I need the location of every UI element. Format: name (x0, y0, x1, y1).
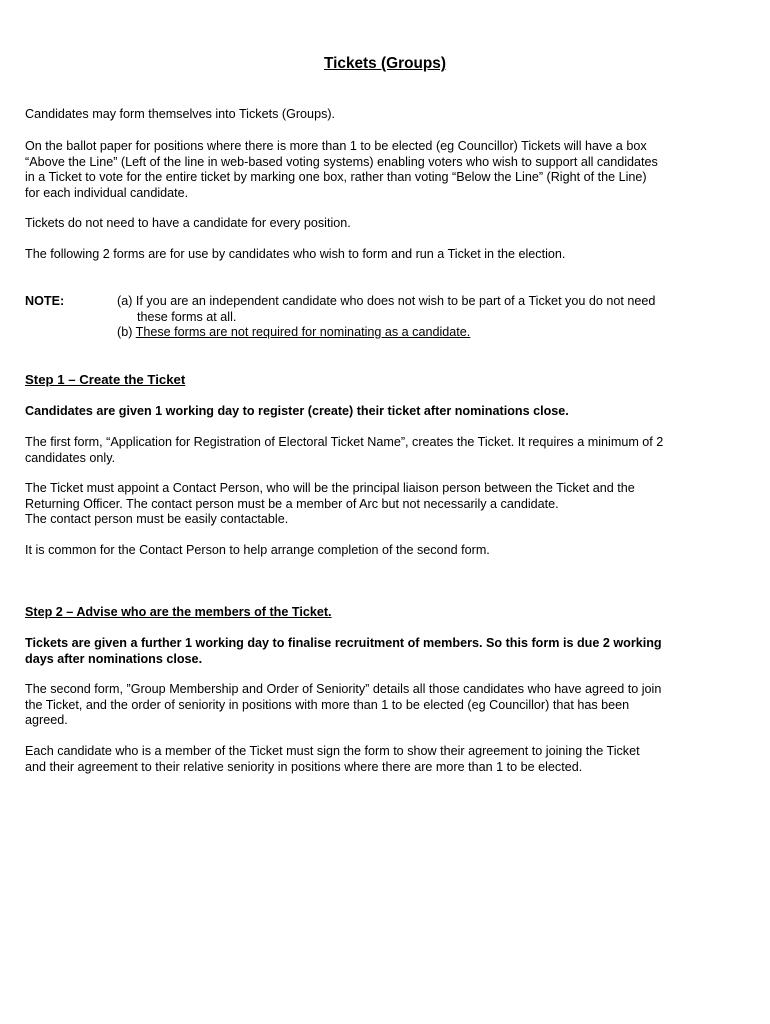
text-line: and their agreement to their relative seniority in positions where there are more than 1 to be elected. (25, 759, 583, 774)
text-line: The contact person must be easily contactable. (25, 512, 289, 527)
step1-deadline: Candidates are given 1 working day to register (create) their ticket after nominations close. (25, 404, 569, 418)
no-need-paragraph: Tickets do not need to have a candidate for every position. (25, 216, 351, 230)
note-b-text: These forms are not required for nominating as a candidate. (135, 325, 471, 339)
step1-common-paragraph: It is common for the Contact Person to help arrange completion of the second form. (25, 543, 490, 557)
text-line: On the ballot paper for positions where there is more than 1 to be elected (eg Councillor) Tickets will have a box (25, 139, 647, 153)
ballot-paragraph (25, 139, 753, 201)
step1-heading: Step 1 – Create the Ticket (25, 372, 186, 387)
text-line: The second form, ”Group Membership and Order of Seniority” details all those candidates who have agreed to join (25, 682, 662, 696)
page-title: Tickets (Groups) (323, 55, 446, 72)
text-line: the Ticket, and the order of seniority in positions with more than 1 to be elected (eg Councillor) that has been (25, 697, 630, 712)
text-line: for each individual candidate. (25, 185, 189, 200)
intro-paragraph: Candidates may form themselves into Tickets (Groups). (25, 107, 336, 121)
note-label: NOTE: (25, 294, 65, 308)
note-a-line1: (a) If you are an independent candidate who does not wish to be part of a Ticket you do not need (117, 294, 656, 308)
step2-deadline (25, 636, 753, 667)
note-item-b (117, 325, 753, 341)
text-line: agreed. (25, 713, 68, 728)
text-line: The Ticket must appoint a Contact Person, who will be the principal liaison person between the Ticket and the (25, 481, 635, 495)
text-line: “Above the Line” (Left of the line in web-based voting systems) enabling voters who wish to support all candidates (25, 154, 658, 169)
note-a-line2: these forms at all. (137, 309, 237, 324)
text-line: in a Ticket to vote for the entire ticket by marking one box, rather than voting “Below the Line” (Right of the Line) (25, 170, 647, 185)
step1-first-form-paragraph (25, 435, 753, 466)
text-line: candidates only. (25, 450, 116, 465)
step2-second-form-paragraph (25, 682, 753, 729)
text-line: The first form, “Application for Registration of Electoral Ticket Name”, creates the Ticket. It requires a minimum of 2 (25, 435, 664, 449)
note-b-prefix: (b) (117, 325, 136, 339)
step2-heading: Step 2 – Advise who are the members of the Ticket. (25, 605, 332, 619)
text-line: days after nominations close. (25, 651, 203, 666)
text-line: Each candidate who is a member of the Ticket must sign the form to show their agreement to joining the Ticket (25, 744, 640, 758)
forms-intro-paragraph: The following 2 forms are for use by candidates who wish to form and run a Ticket in the election. (25, 247, 566, 261)
text-line: Tickets are given a further 1 working day to finalise recruitment of members. So this form is due 2 working (25, 636, 662, 650)
step1-contact-paragraph (25, 481, 753, 528)
note-item-a (117, 294, 753, 325)
text-line: Returning Officer. The contact person must be a member of Arc but not necessarily a candidate. (25, 496, 559, 511)
step2-sign-paragraph (25, 744, 753, 775)
